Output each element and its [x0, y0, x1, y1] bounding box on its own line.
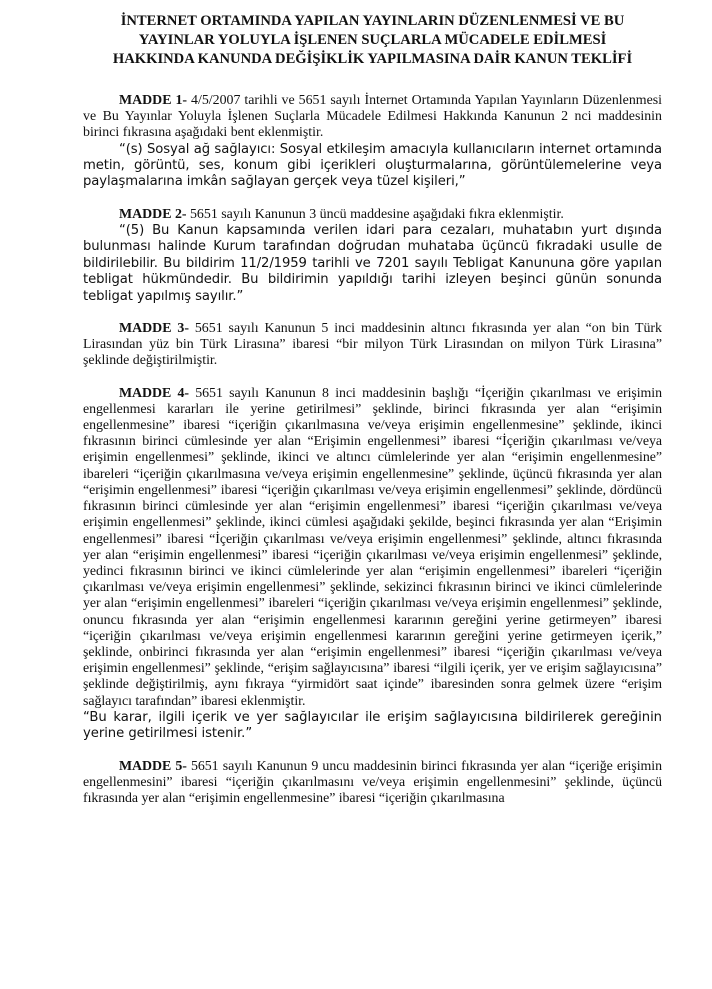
article-4: [83, 386, 662, 743]
article-5-text: 5651 sayılı Kanunun 9 uncu maddesinin birinci fıkrasında yer alan “içeriğe erişimin engellenmesini” ibaresi “içeriğin çıkarılmasını ve/veya erişimin engellenmesini” şeklinde, üçüncü fıkrasında yer alan “erişimin engellenmesine” ibaresi “içeriğin çıkarılmasına: [83, 758, 662, 806]
document-page: [83, 12, 662, 823]
article-4-text: 5651 sayılı Kanunun 8 inci maddesinin başlığı “İçeriğin çıkarılması ve erişimin engellenmesi kararları ile yerine getirilmesi” şeklinde, birinci fıkrasında yer alan “erişimin engellenmesine” ibaresi “içeriğin çıkarılmasına ve/veya erişimin engellenmesine” şeklinde, ikinci fıkrasının birinci cümlesinde yer alan “Erişimin engellenmesi” ibaresi “İçeriğin çıkarılması ve/veya erişimin engellenmesi” şeklinde, ikinci ve altıncı cümlelerinde yer alan “erişimin engellenmesine” ibareleri “içeriğin çıkarılmasına ve/veya erişimin engellenmesine” şeklinde, üçüncü fıkrasında yer alan “erişimin engellenmesi” ibaresi “içeriğin çıkarılması ve/veya erişimin engellenmesi” şeklinde, dördüncü fıkrasının birinci cümlesinde yer alan “erişimin engellenmesi” ibaresi “içeriğin çıkarılması ve/veya erişimin engellenmesi” şeklinde, ikinci cümlesi aşağıdaki şekilde, beşinci fıkrasında yer alan “Erişimin engellenmesi” ibaresi “İçeriğin çıkarılması ve/veya erişimin engellenmesi” şeklinde, altıncı fıkrasında yer alan “erişimin engellenmesi” ibaresi “içeriğin çıkarılması ve/veya erişimin engellenmesi” şeklinde, yedinci fıkrasının birinci ve ikinci cümlelerinde yer alan “erişimin engellenmesi” ibareleri “içeriğin çıkarılması ve/veya erişimin engellenmesi” şeklinde, sekizinci fıkrasının birinci ve ikinci cümlelerinde yer alan “erişimin engellenmesi” ibareleri “içeriğin çıkarılması ve/veya erişimin engellenmesi” şeklinde, onuncu fıkrasında yer alan “erişimin engellenmesi kararının gereğini yerine getirmeyen” ibaresi “içeriğin çıkarılması ve/veya erişimin engellenmesi kararının gereğini yerine getirmeyen içerik,” şeklinde, onbirinci fıkrasında yer alan “erişimin engellenmesi” ibaresi “içeriğin çıkarılması ve/veya erişimin engellenmesi” şeklinde, “erişim sağlayıcısına” ibaresi “ilgili içerik, yer ve erişim sağlayıcısına” şeklinde değiştirilmiş, aynı fıkraya “yirmidört saat içinde” ibaresinden sonra gelmek üzere “erişim sağlayıcı tarafından” ibaresi eklenmiştir.: [83, 385, 662, 709]
article-3-text: 5651 sayılı Kanunun 5 inci maddesinin altıncı fıkrasında yer alan “on bin Türk Lirasından yüz bin Türk Lirasına” ibaresi “bir milyon Türk Lirasından on milyon Türk Lirasına” şeklinde değiştirilmiştir.: [83, 321, 662, 369]
article-3: [83, 321, 662, 370]
article-1: [83, 93, 662, 191]
article-4-quote: “Bu karar, ilgili içerik ve yer sağlayıcılar ile erişim sağlayıcısına bildirilerek gereğinin yerine getirilmesi istenir.”: [83, 709, 662, 742]
article-4-label: MADDE 4-: [119, 385, 189, 401]
article-5: [83, 759, 662, 808]
title-line-1: İNTERNET ORTAMINDA YAPILAN YAYINLARIN DÜZENLENMESİ VE BU: [120, 13, 625, 29]
article-1-text: 4/5/2007 tarihli ve 5651 sayılı İnternet Ortamında Yapılan Yayınların Düzenlenmesi ve Bu Yayınlar Yoluyla İşlenen Suçlarla Mücadele Edilmesi Hakkında Kanunun 2 nci maddesinin birinci fıkrasına aşağıdaki bent eklenmiştir.: [83, 93, 663, 141]
article-1-label: MADDE 1-: [119, 93, 188, 108]
title-line-2: YAYINLAR YOLUYLA İŞLENEN SUÇLARLA MÜCADELE EDİLMESİ: [138, 32, 607, 48]
article-2: [83, 207, 662, 305]
document-title: [73, 12, 672, 69]
article-2-label: MADDE 2-: [119, 206, 187, 222]
title-line-3: HAKKINDA KANUNDA DEĞİŞİKLİK YAPILMASINA DAİR KANUN TEKLİFİ: [112, 51, 633, 67]
article-2-quote: “(5) Bu Kanun kapsamında verilen idari para cezaları, muhatabın yurt dışında bulunması halinde Kurum tarafından doğrudan muhataba üçüncü fıkradaki usulle de bildirilebilir. Bu bildirim 11/2/1959 tarihli ve 7201 sayılı Tebligat Kanununa göre yapılan tebligat hükmündedir. Bu bildirimin yapıldığı tarihi izleyen beşinci günün sonunda tebligat yapılmış sayılır.”: [83, 223, 662, 304]
article-2-text: 5651 sayılı Kanunun 3 üncü maddesine aşağıdaki fıkra eklenmiştir.: [186, 206, 564, 222]
article-5-label: MADDE 5-: [119, 758, 187, 774]
article-1-quote: “(s) Sosyal ağ sağlayıcı: Sosyal etkileşim amacıyla kullanıcıların internet ortamında metin, görüntü, ses, konum gibi içerikleri oluşturmalarına, görüntülemelerine veya paylaşmalarına imkân sağlayan gerçek veya tüzel kişileri,”: [83, 141, 662, 190]
article-3-label: MADDE 3-: [119, 321, 189, 337]
